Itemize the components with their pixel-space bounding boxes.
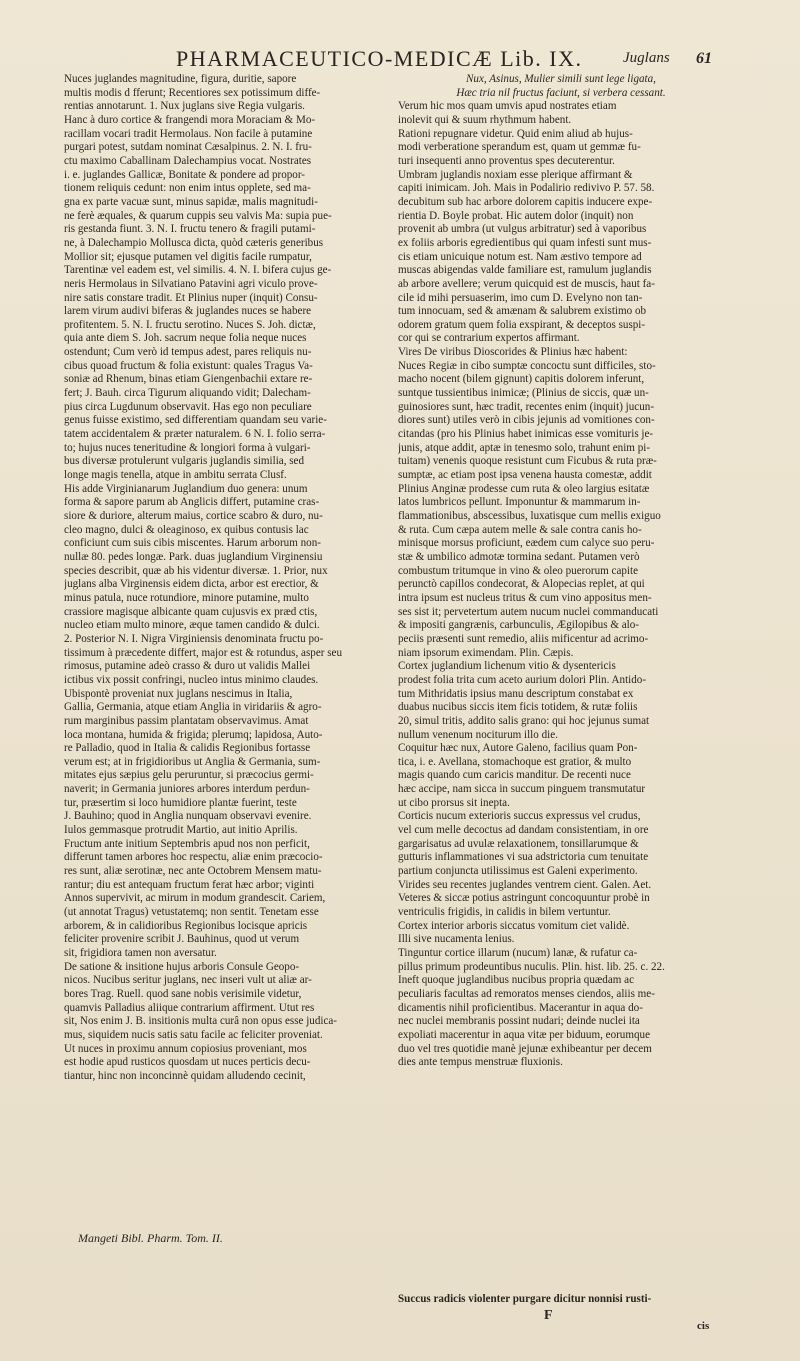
text-line: longe magis tenella, atque in ambitu serrata Clusf. (64, 469, 287, 482)
text-line: pius circa Lugdunum observavit. Has ego non peculiare (64, 400, 312, 413)
text-line: nicos. Nucibus seritur juglans, nec inseri vult ut aliæ ar- (64, 974, 312, 987)
text-line: citandas (pro his Plinius habet inimicas esse vomituris je- (398, 428, 654, 441)
text-line: ostendunt; Cum verò id tempus adest, pares reliquis nu- (64, 346, 312, 359)
text-line: Nux, Asinus, Mulier simili sunt lege ligata, (466, 73, 656, 85)
text-line: Virides seu recentes juglandes ventrem cient. Galen. Aet. (398, 878, 652, 891)
text-line: mitates ejus sæpius gelu peruruntur, si præcocius germi- (64, 769, 314, 782)
text-line: fert; J. Bauh. circa Tigurum aliquando vidit; Dalecham- (64, 387, 311, 400)
text-line: 20, simul tritis, addito salis grano: qui hoc jejunus sumat (398, 714, 650, 727)
text-line: partium conjuncta utilissimus est Galeni experimento. (398, 865, 638, 878)
text-line: odorem gratum quem folia exspirant, & deceptos suspi- (398, 318, 646, 331)
footer-signature: Mangeti Bibl. Pharm. Tom. II. (78, 1231, 223, 1245)
text-line: nec nuclei membranis possint nudari; deinde nuclei ita (398, 1015, 640, 1028)
text-line: pillus primum prodeuntibus nuculis. Plin. hist. lib. 25. c. 22. (398, 960, 665, 973)
text-line: tuitam) venenis quoque resistunt cum Ficubus & ruta præ- (398, 455, 657, 468)
text-line: to; hujus nuces teneritudine & longiori forma à vulgari- (64, 441, 311, 454)
text-line: neris Hermolaus in Silvatiano Patavini agri viculo prove- (64, 277, 318, 290)
text-line: Tinguntur cortice illarum (nucum) lanæ, & rufatur ca- (398, 947, 638, 959)
text-line: modi verberatione sperandum est, quam ut gemmæ fu- (398, 141, 641, 154)
text-line: Rationi repugnare videtur. Quid enim aliud ab hujus- (398, 127, 633, 140)
text-line: Iulos gemmasque protrudit Martio, aut initio Aprilis. (64, 824, 298, 837)
text-line: rimosus, putamine adeò crasso & duro ut validis Mallei (64, 660, 311, 673)
text-line: ne, à Dalechampio Mollusca dicta, quòd cæteris generibus (64, 236, 324, 249)
text-line: gna ex parte vacuæ sunt, minus sapidæ, malis magnitudi- (64, 195, 318, 208)
text-line: peculiaris facultas ad remoratos menses ciendos, aliis me- (398, 987, 655, 1000)
text-line: cleo magno, dulci & oleaginoso, ex quibus contusis lac (64, 523, 309, 536)
text-line: Corticis nucum exterioris succus expressus vel crudus, (398, 810, 641, 823)
text-line: De satione & insitione hujus arboris Consule Geopo- (64, 960, 300, 973)
text-line: duabus nucibus siccis item ficis totidem, & rutæ foliis (398, 701, 638, 714)
right-text-column (398, 73, 724, 1070)
text-line: forma & sapore parum ab Anglicis differt, putamine cras- (64, 496, 320, 509)
text-line: junis, atque addit, aptæ in tenesmo solo, trahunt enim pi- (398, 441, 651, 454)
text-line: Cortex interior arboris siccatus vomitum ciet validè. (398, 919, 630, 932)
text-line: tatem accidentalem & præter naturalem. 6 N. I. folio serra- (64, 428, 326, 441)
text-line: Nuces Regiæ in cibo sumptæ concoctu sunt difficiles, sto- (398, 359, 656, 372)
text-line: Nuces juglandes magnitudine, figura, duritie, sapore (64, 73, 297, 85)
text-line: racillam vocari tradit Hermolaus. Non facile à putamine (64, 127, 313, 140)
text-line: 2. Posterior N. I. Nigra Virginiensis denominata fructu po- (64, 632, 324, 645)
text-line: muscas abigendas valde familiare est, ramulum juglandis (398, 264, 652, 277)
text-line: Veteres & siccæ potius astringunt concoquuntur probè in (398, 892, 650, 905)
text-line: est hodie apud rusticos quosdam ut nuces perticis decu- (64, 1056, 311, 1069)
text-line: Ubispontè proveniat nux juglans nescimus in Italia, (64, 687, 293, 700)
text-line: genus fuisse existimo, sed differentiam quandam seu varie- (64, 414, 327, 427)
bottom-text-line: Succus radicis violenter purgare dicitur nonnisi rusti- (398, 1293, 652, 1305)
text-line: J. Bauhino; quod in Anglia nunquam observavi evenire. (64, 810, 312, 823)
text-line: Hæc tria nil fructus faciunt, si verbera cessant. (456, 86, 666, 99)
text-line: rantur; diu est antequam fructum ferat hæc arbor; viginti (64, 878, 315, 891)
text-line: sit, frigidiora tamen non aversatur. (64, 947, 217, 959)
text-line: prodest folia trita cum aceto aurium dolori Plin. Antido- (398, 673, 647, 686)
text-line: Mollior sit; ejusque putamen vel digitis facile rumpatur, (64, 250, 312, 263)
text-line: mus, siquidem nucis satis satu facile ac feliciter proveniat. (64, 1028, 323, 1041)
text-line: vel cum melle decoctus ad dandam consistentiam, in ore (398, 824, 649, 837)
text-line: ris gestanda fiunt. 3. N. I. fructu tenero & fragili putami- (64, 223, 316, 236)
text-line: res sunt, aliæ serotinæ, nec ante Octobrem Mensem matu- (64, 865, 322, 878)
text-line: suntque tussientibus inimicæ; (Plinius de siccis, quæ un- (398, 387, 649, 400)
text-line: & ruta. Cum cæpa autem melle & sale contra canis ho- (398, 523, 642, 536)
text-line: bores Trag. Ruell. quod sane nobis verisimile videtur, (64, 987, 302, 1000)
text-line: Coquitur hæc nux, Autore Galeno, facilius quam Pon- (398, 742, 638, 755)
text-line: sit, Nos enim J. B. insitionis multa curâ non opus esse judica- (64, 1015, 338, 1028)
text-line: siore & duriore, alterum maius, cortice scabro & duro, nu- (64, 510, 323, 522)
text-line: juglans alba Virginensis eidem dicta, arbor est erectior, & (64, 578, 319, 591)
text-line: bus diversæ protulerunt vulgaris juglandis similia, sed (64, 455, 305, 468)
text-line: differunt tamen arbores hoc respectu, aliæ enim præcocio- (64, 851, 323, 864)
page-number: 61 (696, 50, 712, 67)
text-line: hæc accipe, nam sicca in succum pinguem transmutatur (398, 783, 646, 796)
text-line: tionem reliquis cedunt: non enim intus opplete, sed ma- (64, 182, 311, 195)
text-line: ab arbore avellere; verum quicquid est de muscis, haut fa- (398, 277, 655, 290)
left-text-column (64, 73, 382, 1084)
text-line: ex foliis arboris egredientibus qui quam infesti sunt mus- (398, 236, 652, 249)
text-line: flammationibus, abscessibus, luxatisque cum mellis exiguo (398, 510, 661, 522)
text-line: latos lumbricos pellunt. Imponuntur & mammarum in- (398, 496, 641, 509)
text-line: (ut annotat Tragus) vetustatemq; non sentit. Tenetam esse (64, 906, 319, 919)
text-line: Illi sive nucamenta lenius. (398, 933, 515, 946)
text-line: dicamentis nihil proficientibus. Macerantur in aqua do- (398, 1001, 643, 1014)
text-line: magis quando cum caricis manditur. De recenti nuce (398, 769, 631, 782)
text-line: Cortex juglandium lichenum vitio & dysentericis (398, 660, 616, 673)
text-line: tissimum à præcedente differt, major est & rotundus, asper seu (64, 646, 342, 659)
text-line: ictibus vix possit confringi, nucleo intus minimo claudes. (64, 673, 319, 686)
text-line: Vires De viribus Dioscorides & Plinius hæc habent: (398, 346, 628, 359)
text-line: Umbram juglandis noxiam esse plerique affirmant & (398, 168, 633, 181)
text-line: rientia D. Boyle probat. Hic autem dolor (inquit) non (398, 209, 634, 222)
catchword-bottom: cis (697, 1320, 710, 1332)
header-catchword: Juglans (623, 50, 670, 66)
text-line: Plinius Anginæ prodesse cum ruta & oleo largius esitatæ (398, 482, 650, 495)
text-line: tica, i. e. Avellana, stomachoque est gratior, & multo (398, 755, 632, 768)
text-line: i. e. juglandes Gallicæ, Bonitate & pondere ad propor- (64, 168, 306, 181)
text-line: niam ipsorum eximendam. Plin. Cæpis. (398, 646, 574, 659)
text-line: minus patula, nuce rotundiore, minore putamine, multo (64, 591, 309, 604)
text-line: feliciter provenire scribit J. Bauhinus, quod ut verum (64, 933, 300, 946)
text-line: Fructum ante initium Septembris apud nos non perficit, (64, 837, 310, 850)
text-line: decubitum sub hac arbore dolorem capitis inducere expe- (398, 195, 653, 208)
text-line: duo vel tres quotidie manè jejunæ exhibeantur per decem (398, 1042, 652, 1055)
text-line: conficiunt cum suis cibis miscentes. Harum arborum non- (64, 537, 321, 550)
text-line: profitentem. 5. N. I. fructu serotino. Nuces S. Joh. dictæ, (64, 318, 316, 331)
text-line: nullæ 80. pedes longæ. Park. duas juglandium Virginensiu (64, 550, 323, 563)
text-line: ctu maximo Caballinam Dalechampius vocat. Nostrates (64, 154, 312, 167)
text-line: gutturis inflammationes vi sua adstrictoria cum tenuitate (398, 851, 649, 864)
text-line: quia ante diem S. Joh. sacrum neque folia neque nuces (64, 332, 307, 345)
text-line: peciis præsenti sunt remedio, aliis mificentur ad acrimo- (398, 632, 649, 645)
text-line: crassiore magisque albicante quam cujusvis ex præd ctis, (64, 605, 318, 618)
text-line: tiantur, hinc non inconcinnè quidam alludendo cecinit, (64, 1069, 306, 1082)
text-line: quamvis Palladius aliique contrarium affirment. Utut res (64, 1001, 315, 1014)
text-line: cile id mihi persuaserim, imo cum D. Evelyno non tan- (398, 291, 643, 304)
text-line: combustum tritumque in vino & oleo puerorum capite (398, 564, 639, 577)
text-line: multis modis d fferunt; Recentiores sex potissimum diffe- (64, 86, 321, 99)
text-line: ventriculis frigidis, in calidis in bilem vertuntur. (398, 906, 611, 919)
text-line: tur, præsertim si loco humidiore plantæ fuerint, teste (64, 796, 297, 809)
text-line: diores sunt) utiles verò in cibis jejunis ad vomitiones con- (398, 414, 655, 427)
text-line: dies ante tempus menstruæ fluxionis. (398, 1056, 563, 1069)
text-line: Ut nuces in proximu annum copiosius proveniant, mos (64, 1042, 307, 1055)
text-line: loca montana, humida & frigida; plerumq; lapidosa, Auto- (64, 728, 323, 741)
text-line: purgari potest, sutdam nominat Cæsalpinus. 2. N. I. fru- (64, 141, 312, 154)
running-title: PHARMACEUTICO-MEDICÆ Lib. IX. (176, 46, 583, 71)
text-line: turi insequenti anno proventus spes decuterentur. (398, 154, 615, 167)
text-line: larem virum audivi biferas & juglandes nuces se habere (64, 305, 312, 318)
text-line: inolevit qui & suum rhythmum habent. (398, 113, 572, 126)
text-line: ses sist it; pervetertum autem nucum nuclei commanducati (398, 605, 659, 618)
text-line: species describit, quæ ab his videntur diversæ. 1. Prior, nux (64, 564, 328, 577)
text-line: Ineft quoque juglandibus nucibus propria quædam ac (398, 974, 634, 987)
text-line: stæ & umbilico admotæ tormina sedant. Putamen verò (398, 550, 640, 563)
text-line: re Palladio, quod in Italia & calidis Regionibus fortasse (64, 742, 311, 755)
text-line: perunctò capillos condecorat, & Alopecias replet, at qui (398, 578, 645, 591)
text-line: rum marginibus passim plantatam observavimus. Amat (64, 714, 309, 727)
text-line: arborem, & in calidioribus Regionibus locisque apricis (64, 919, 308, 932)
text-line: provenit ab umbra (ut vulgus arbitratur) sed à vaporibus (398, 223, 647, 236)
text-line: ut cibo prorsus sit inepta. (398, 796, 510, 809)
text-line: naverit; in Germania juniores arbores interdum perdun- (64, 783, 310, 796)
text-line: & impositi gangrænis, carbunculis, Ægilopibus & alo- (398, 619, 639, 632)
signature-mark: F (544, 1308, 553, 1323)
text-line: Tarentinæ vel eadem est, vel similis. 4. N. I. bifera cujus ge- (64, 264, 332, 277)
text-line: nullum venenum nociturum illo die. (398, 728, 558, 741)
text-line: rentias annotarunt. 1. Nux juglans sive Regia vulgaris. (64, 100, 305, 113)
text-line: nire satis constare tradit. Et Plinius nuper (inquit) Consu- (64, 291, 318, 304)
text-line: Verum hic mos quam umvis apud nostrates etiam (398, 100, 617, 113)
text-line: capiti inimicam. Joh. Mais in Podalirio redivivo P. 57. 58. (398, 182, 655, 195)
text-line: Gallia, Germania, atque etiam Anglia in viridariis & agro- (64, 701, 322, 714)
text-line: soniæ ad Rhenum, binas etiam Giengenbachii extare re- (64, 373, 313, 386)
text-line: Annos supervivit, ac mirum in modum grandescit. Cariem, (64, 892, 326, 905)
text-line: expoliati macerentur in aqua vitæ per biduum, eorumque (398, 1028, 650, 1041)
text-line: verum est; at in frigidioribus ut Anglia & Germania, sum- (64, 755, 321, 768)
text-line: gargarisatus ad uvulæ relaxationem, tonsillarumque & (398, 837, 639, 850)
text-line: sumptæ, ac etiam post ipsa venena hausta comestæ, addit (398, 469, 652, 482)
text-line: Hanc à duro cortice & frangendi mora Moraciam & Mo- (64, 113, 316, 126)
text-line: guinosiores sunt, hæc tradit, recentes enim (inquit) jucun- (398, 400, 655, 413)
text-line: cor qui se contrarium expertos affirmant. (398, 332, 580, 345)
text-line: nucleo etiam multo minore, æque tamen candido & dulci. (64, 619, 320, 632)
text-line: cis etiam unicuique notum est. Nam æstivo tempore ad (398, 250, 642, 263)
text-line: tum innocuam, sed & amænam & salubrem existimo ob (398, 305, 647, 318)
text-line: intra ipsum est nucleus tritus & cum vino appositus men- (398, 591, 652, 604)
text-line: ne ferè æquales, & quarum cuppis seu valvis Ma: supia pue- (64, 209, 332, 222)
text-line: cibus quoad fructum & folia existunt: quales Tragus Va- (64, 359, 313, 372)
text-line: macho nocent (bilem gignunt) capitis dolorem inferunt, (398, 373, 645, 386)
text-line: His adde Virginianarum Juglandium duo genera: unum (64, 482, 308, 495)
text-line: tum Mithridatis ipsius manu descriptum constabat ex (398, 687, 634, 700)
text-line: minisque morsus proficiunt, eædem cum calyce suo peru- (398, 537, 655, 550)
